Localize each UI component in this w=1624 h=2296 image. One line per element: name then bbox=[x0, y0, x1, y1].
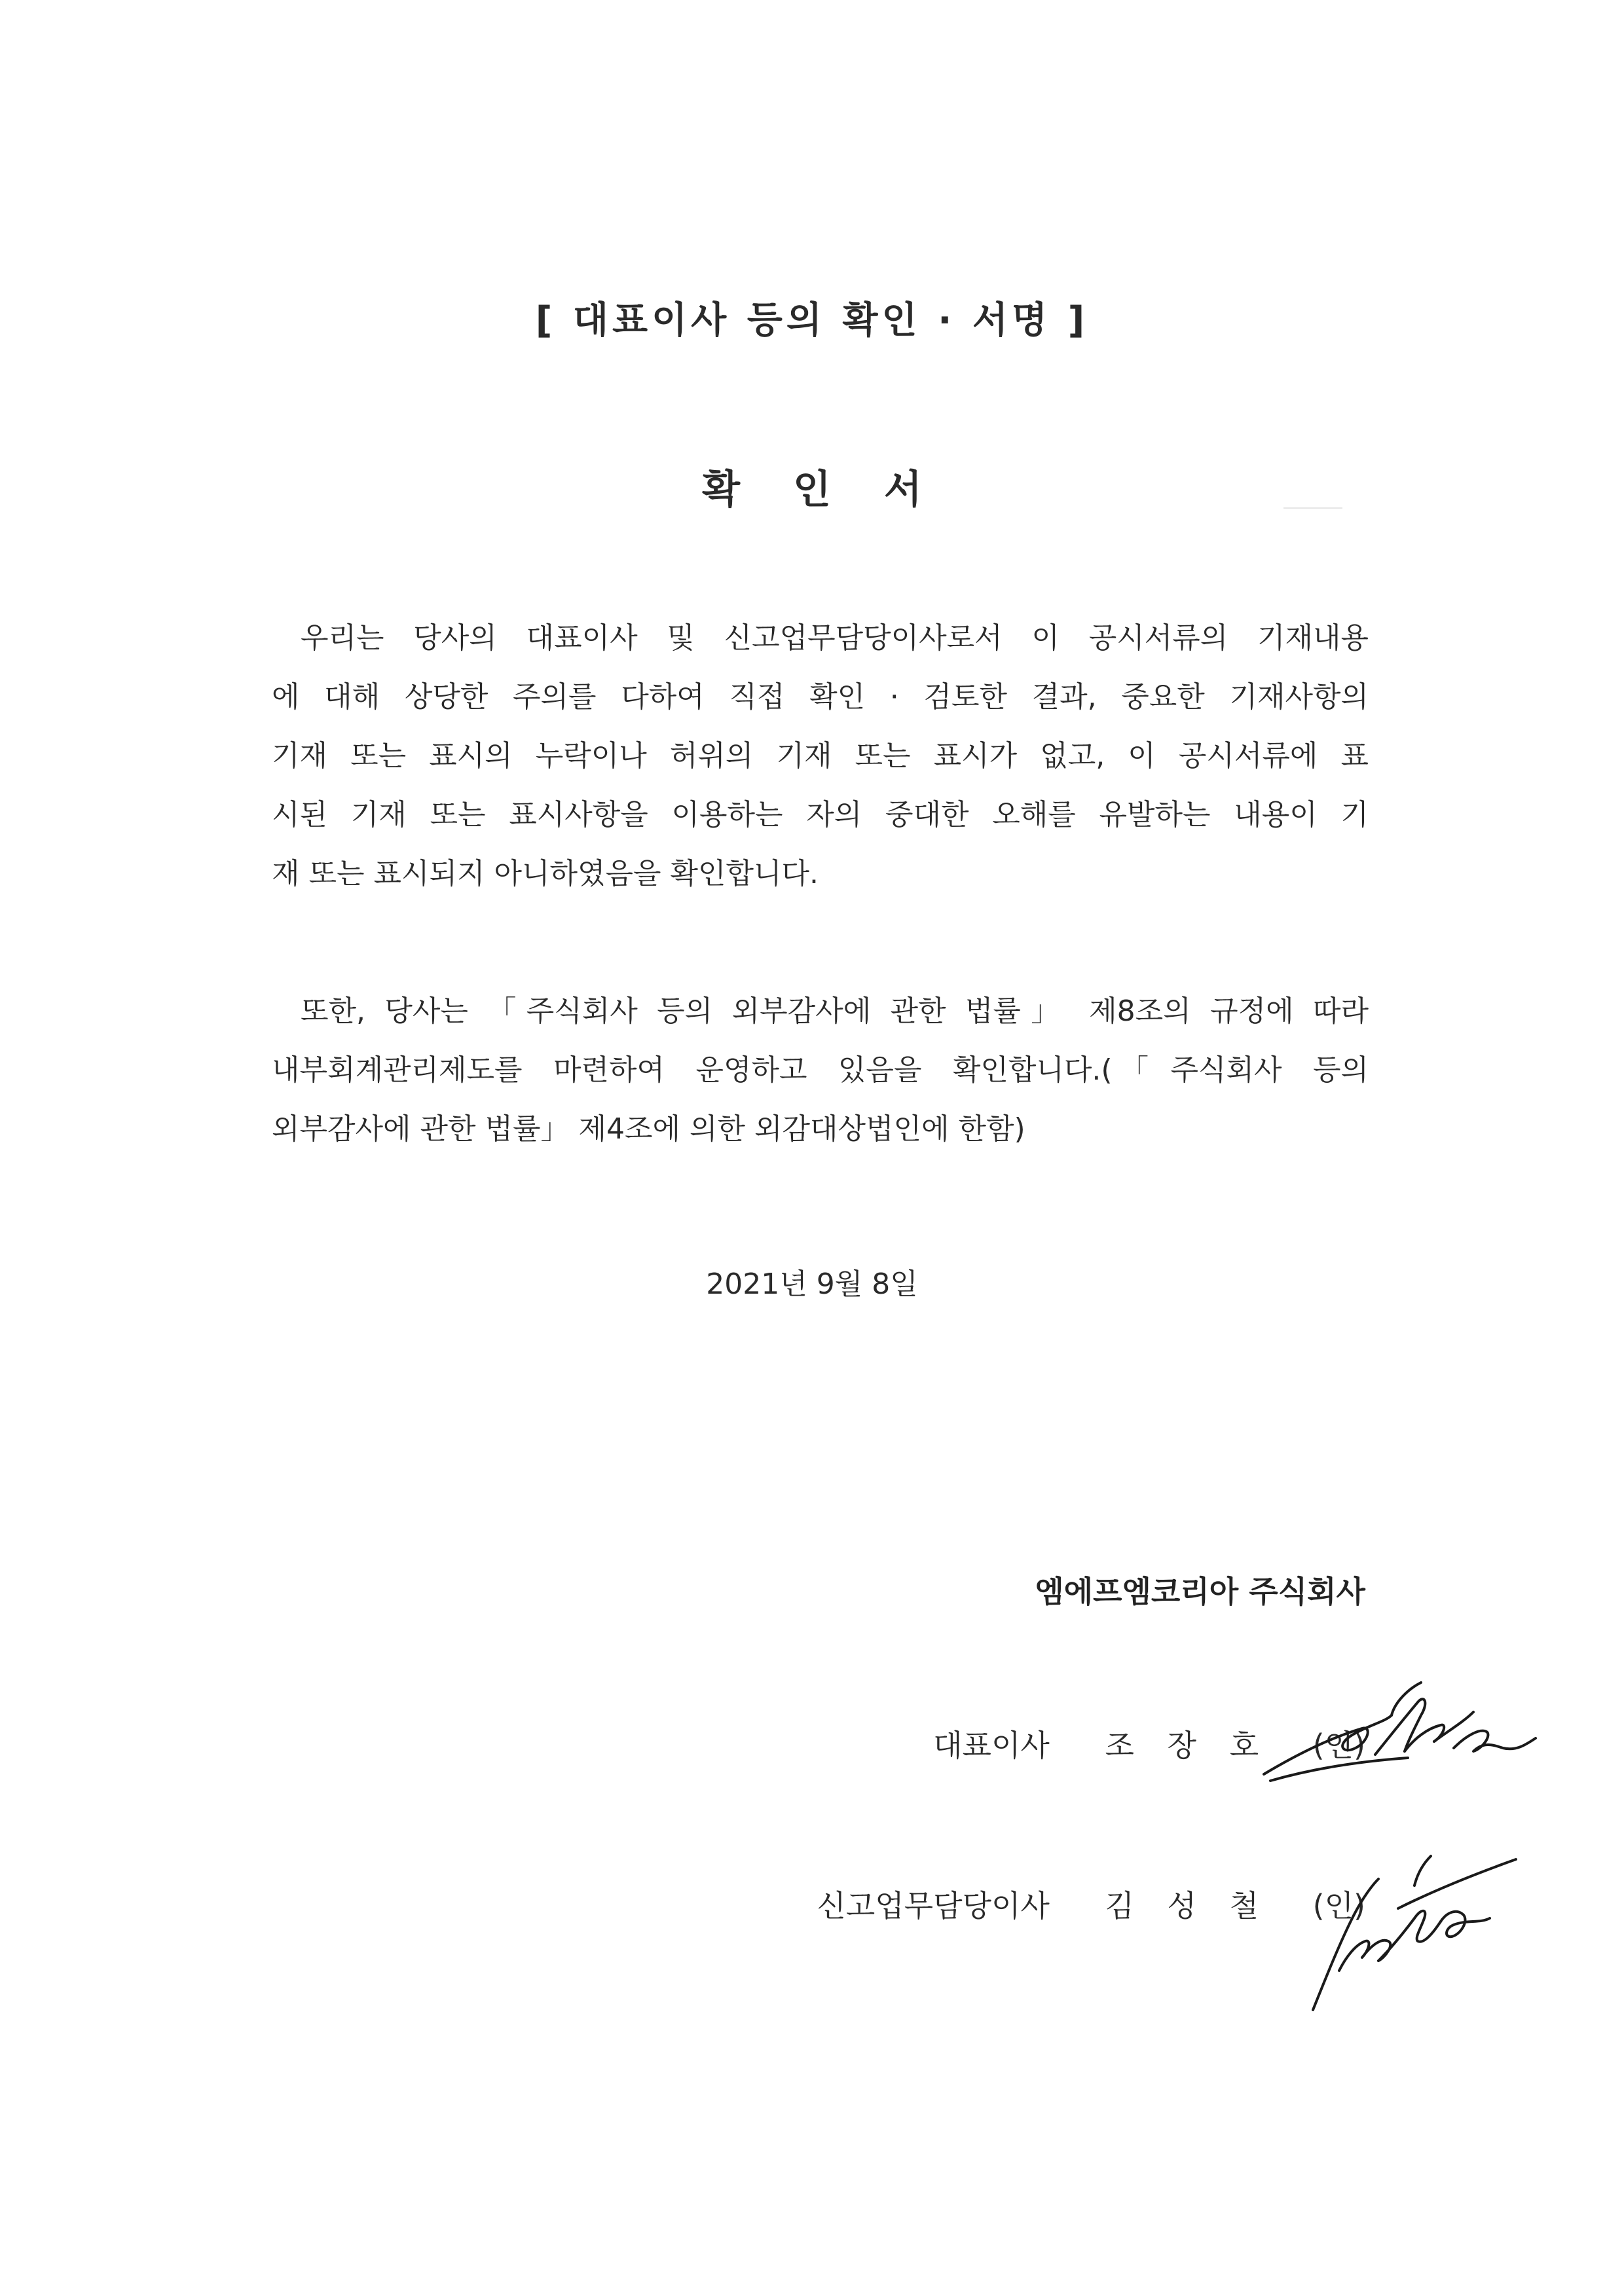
internal-control-paragraph bbox=[272, 982, 1369, 1159]
paragraph-line: 시된 기재 또는 표시사항을 이용하는 자의 중대한 오해를 유발하는 내용이 기 bbox=[272, 798, 1369, 831]
paragraph-line: 내부회계관리제도를 마련하여 운영하고 있음을 확인합니다.(「주식회사 등의 bbox=[272, 1053, 1369, 1087]
company-name: 엠에프엠코리아 주식회사 bbox=[1035, 1574, 1365, 1609]
paragraph-line: 에 대해 상당한 주의를 다하여 직접 확인 · 검토한 결과, 중요한 기재사항의 bbox=[272, 680, 1369, 714]
paragraph-line: 외부감사에 관한 법률」 제4조에 의한 외감대상법인에 한함) bbox=[272, 1112, 1025, 1146]
handwritten-signature-ceo bbox=[1257, 1676, 1539, 1807]
document-title: 확 인 서 bbox=[702, 467, 922, 513]
signer-role: 대표이사 bbox=[933, 1728, 1050, 1763]
confirmation-paragraph bbox=[272, 609, 1369, 903]
signer-name: 김 성 철 bbox=[1105, 1888, 1271, 1923]
document-date: 2021년 9월 8일 bbox=[706, 1267, 918, 1301]
signer-name: 조 장 호 bbox=[1105, 1728, 1271, 1763]
scan-artifact bbox=[1283, 507, 1342, 509]
handwritten-signature-director bbox=[1300, 1846, 1522, 2016]
seal-mark: (인) bbox=[1312, 1728, 1365, 1763]
signer-role: 신고업무담당이사 bbox=[817, 1888, 1050, 1923]
paragraph-line: 또한, 당사는 「주식회사 등의 외부감사에 관한 법률」 제8조의 규정에 따라 bbox=[301, 994, 1369, 1028]
paragraph-line: 우리는 당사의 대표이사 및 신고업무담당이사로서 이 공시서류의 기재내용 bbox=[301, 621, 1369, 655]
paragraph-line: 재 또는 표시되지 아니하였음을 확인합니다. bbox=[272, 857, 819, 890]
paragraph-line: 기재 또는 표시의 누락이나 허위의 기재 또는 표시가 없고, 이 공시서류에 표 bbox=[272, 739, 1369, 773]
page-header-title: [ 대표이사 등의 확인 · 서명 ] bbox=[535, 299, 1089, 342]
seal-mark: (인) bbox=[1312, 1888, 1365, 1923]
signer-reporting-director bbox=[817, 1882, 1365, 1925]
